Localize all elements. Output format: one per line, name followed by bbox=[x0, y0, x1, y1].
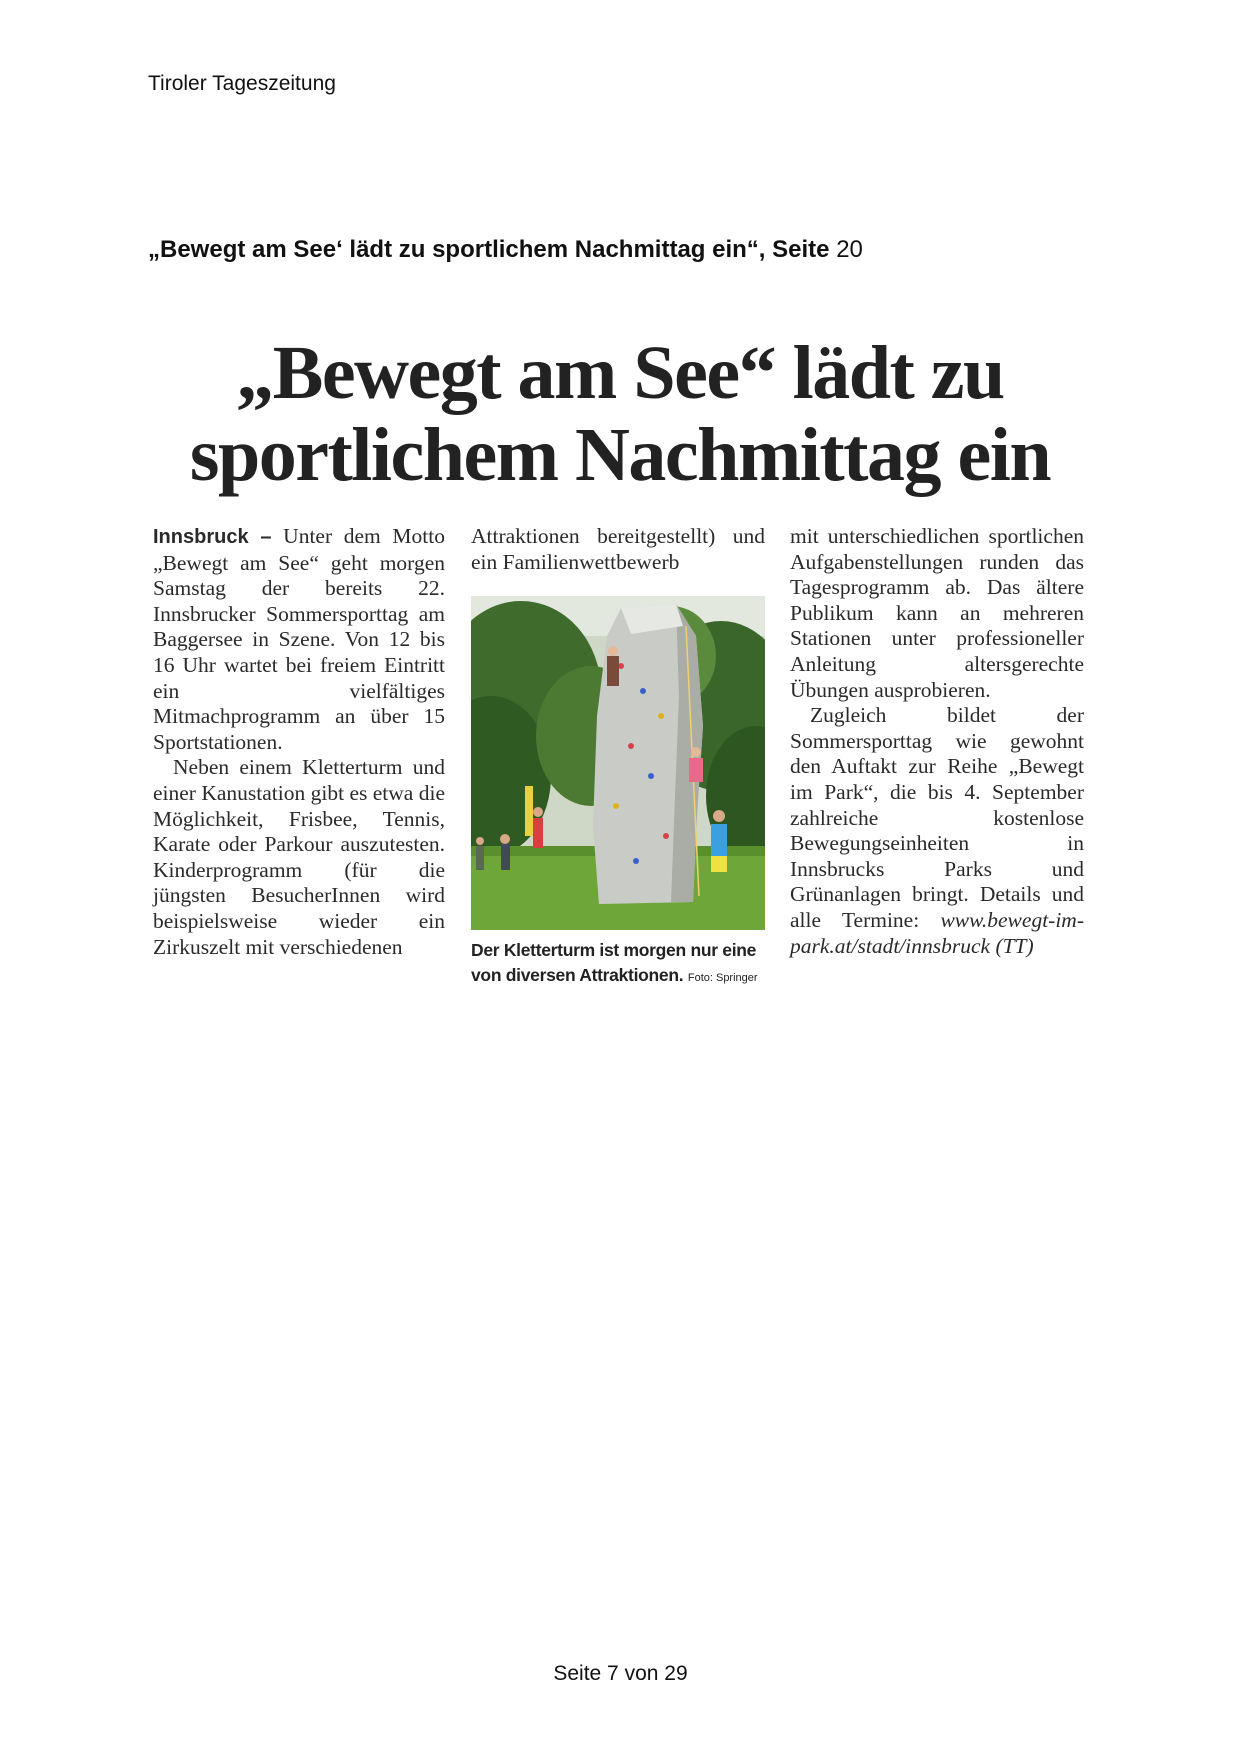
climbing-hold bbox=[640, 688, 646, 694]
climbing-hold bbox=[658, 713, 664, 719]
climber-child-head bbox=[691, 747, 701, 757]
climbing-tower-photo bbox=[471, 596, 765, 930]
article-column-3 bbox=[790, 524, 1084, 959]
article-column-1 bbox=[153, 524, 445, 960]
climbing-hold bbox=[648, 773, 654, 779]
photo-credit: Foto: Springer bbox=[687, 972, 758, 984]
paragraph bbox=[153, 524, 445, 755]
child-spectator-head bbox=[500, 834, 510, 844]
belayer-head bbox=[713, 810, 725, 822]
spectator bbox=[476, 846, 484, 870]
climber-head bbox=[608, 646, 618, 656]
author-tag: (TT) bbox=[995, 933, 1034, 958]
photo-illustration bbox=[471, 596, 765, 930]
publication-name: Tiroler Tageszeitung bbox=[148, 72, 336, 95]
headline-line-1: „Bewegt am See“ lädt zu bbox=[236, 331, 1004, 415]
climbing-hold bbox=[633, 858, 639, 864]
article-column-2 bbox=[471, 524, 765, 575]
child-spectator bbox=[533, 818, 543, 848]
paragraph: Neben einem Kletterturm und einer Kanustation gibt es etwa die Möglichkeit, Frisbee, Tennis, Karate oder Parkour auszutesten. Kinderprogramm (für die jüngsten BesucherInnen wird beispielsweise wieder ein Zirkuszelt mit verschiedenen bbox=[153, 755, 445, 959]
paragraph: Attraktionen bereitgestellt) und ein Familienwettbewerb bbox=[471, 524, 765, 574]
climbing-hold bbox=[613, 803, 619, 809]
climber bbox=[607, 656, 619, 686]
page-number: Seite 7 von 29 bbox=[553, 1662, 688, 1685]
paragraph-text: Zugleich bildet der Sommersporttag wie gewohnt den Auftakt zur Reihe „Bewegt im Park“, die bis 4. September zahlreiche kostenlose Bewegungseinheiten in Innsbrucks Parks und Grünanlagen bringt. Details und alle Termine: bbox=[790, 703, 1084, 932]
headline-line-2: sportlichem Nachmittag ein bbox=[189, 413, 1051, 497]
paragraph: mit unterschiedlichen sportlichen Aufgabenstellungen runden das Tagesprogramm ab. Das ältere Publikum kann an mehreren Stationen unter professioneller Anleitung altersgerechte Übungen ausprobieren. bbox=[790, 524, 1084, 702]
article-headline bbox=[150, 332, 1090, 496]
paragraph bbox=[790, 703, 1084, 959]
child-spectator-head bbox=[533, 807, 543, 817]
banner bbox=[525, 786, 533, 836]
climbing-hold bbox=[628, 743, 634, 749]
belayer bbox=[711, 824, 727, 856]
article-reference-title: „Bewegt am See‘ lädt zu sportlichem Nachmittag ein“, Seite bbox=[148, 236, 830, 263]
event-link[interactable]: www.bewegt-im-park.at/stadt/innsbruck bbox=[790, 907, 1084, 958]
article-reference-page: 20 bbox=[836, 236, 863, 263]
spectator-head bbox=[476, 837, 484, 845]
paragraph-text: Unter dem Motto „Bewegt am See“ geht morgen Samstag der bereits 22. Innsbrucker Sommersporttag am Baggersee in Szene. Von 12 bis 16 Uhr wartet bei freiem Eintritt ein vielfältiges Mitmachprogramm an über 15 Sportstationen. bbox=[153, 524, 445, 754]
climber-child bbox=[689, 758, 703, 782]
article-reference bbox=[148, 236, 863, 264]
climbing-hold bbox=[663, 833, 669, 839]
caption-text: Der Kletterturm ist morgen nur eine von diversen Attraktionen. bbox=[471, 940, 757, 985]
dateline: Innsbruck – bbox=[153, 526, 272, 548]
photo-caption bbox=[471, 938, 767, 991]
belayer-shorts bbox=[711, 856, 727, 872]
child-spectator bbox=[501, 844, 510, 870]
